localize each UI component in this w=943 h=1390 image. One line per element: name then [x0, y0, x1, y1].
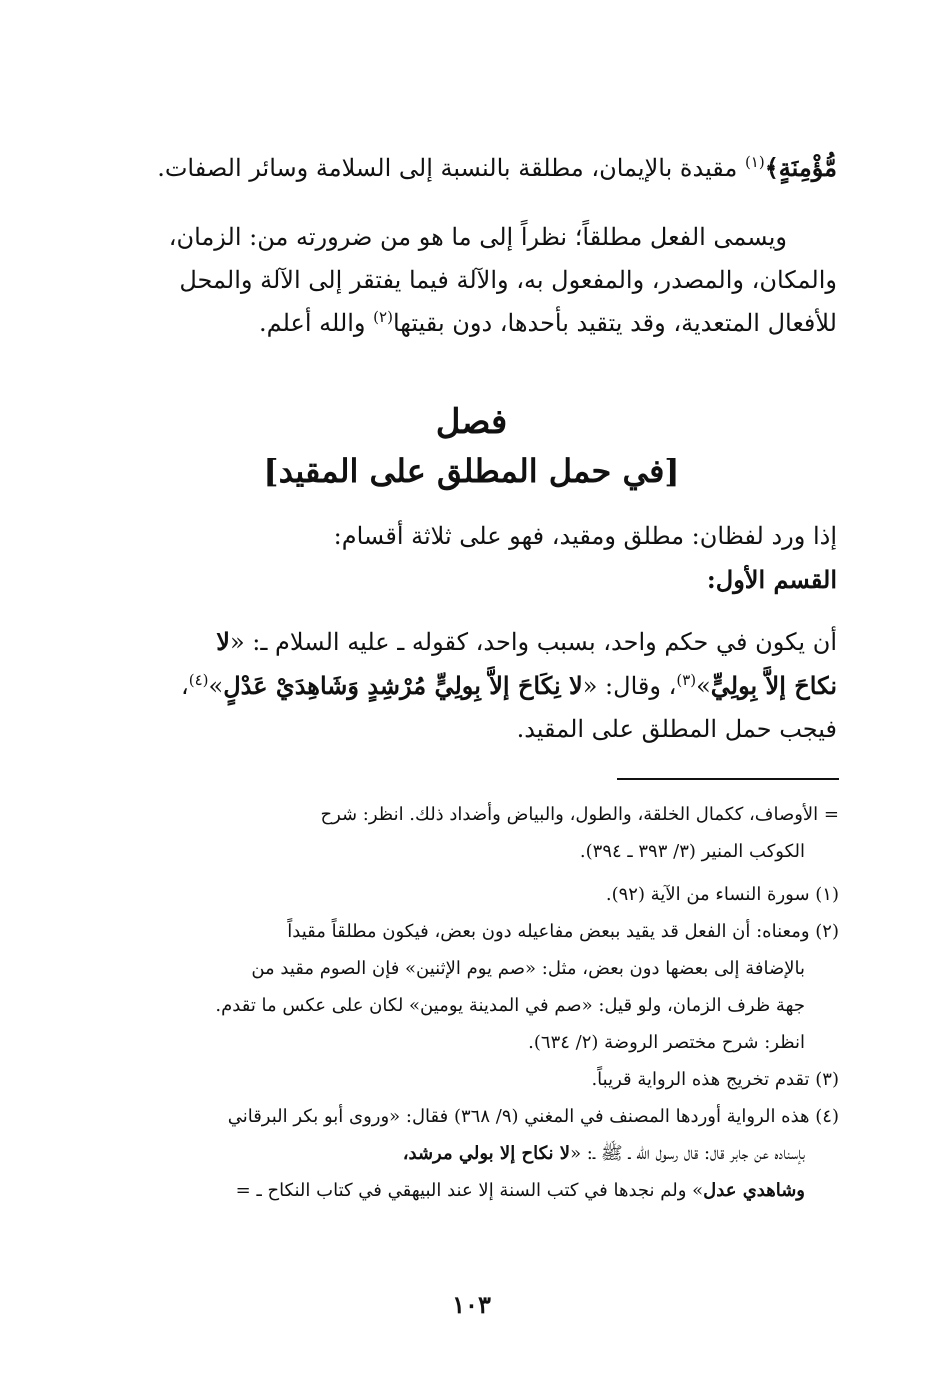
section-subheading: [في حمل المطلق على المقيد]: [263, 452, 680, 490]
footnote-line: الكوكب المنير (٣/ ٣٩٣ ـ ٣٩٤).: [579, 841, 805, 862]
text-run: »: [208, 672, 224, 700]
footnote-2: (٢) ومعناه: أن الفعل قد يقيد ببعض مفاعيله دون بعض، فيكون مطلقاً مقيداً: [287, 921, 839, 942]
text-run: مقيدة بالإيمان، مطلقة بالنسبة إلى السلامة وسائر الصفات.: [157, 154, 745, 182]
footnote-line: [105, 1135, 839, 1172]
text-line: والمكان، والمصدر، والمفعول به، والآلة فيما يفتقر إلى الآلة والمحل: [179, 266, 837, 294]
footnote-3: (٣) تقدم تخريج هذه الرواية قريباً.: [591, 1069, 839, 1090]
text-run: ، وقال: «: [582, 672, 677, 700]
footnote-line: [105, 1172, 839, 1209]
text-line: [107, 146, 837, 190]
text-run: »: [696, 672, 711, 700]
paragraph-continuation: [107, 146, 837, 190]
text-line: [107, 664, 837, 708]
text-run: أن يكون في حكم واحد، بسبب واحد، كقوله ـ عليه السلام ـ: «: [229, 628, 837, 656]
part-title: القسم الأول:: [706, 565, 837, 594]
footnote-divider: [617, 778, 839, 780]
hadith-text: نكاحَ إلاَّ بِولِيٍّ: [710, 671, 837, 700]
quran-word: مُّؤْمِنَةٍ﴾: [764, 153, 837, 182]
footnote-line: = الأوصاف، ككمال الخلقة، والطول، والبياض وأضداد ذلك. انظر: شرح: [320, 804, 839, 825]
footnote-ref: (١): [744, 153, 765, 171]
hadith-text: لا نكاح إلا بولي مرشد،: [402, 1143, 571, 1164]
footnote-ref: (٢): [373, 308, 393, 326]
footnote-ref: (٣): [676, 671, 697, 689]
footnote-ref: (٤): [188, 671, 209, 689]
hadith-text: لا: [216, 627, 230, 656]
text-line: ويسمى الفعل مطلقاً؛ نظراً إلى ما هو من ضرورته من: الزمان،: [168, 223, 787, 251]
text-run: ،: [180, 672, 189, 700]
text-run: للأفعال المتعدية، وقد يتقيد بأحدها، دون بقيتها: [392, 309, 837, 337]
section-intro: [107, 515, 837, 601]
paragraph-part1: [107, 620, 837, 751]
footnote-1: (١) سورة النساء من الآية (٩٢).: [605, 884, 839, 905]
page-number: ١٠٣: [452, 1290, 491, 1319]
text-line: فيجب حمل المطلق على المقيد.: [516, 715, 837, 743]
paragraph-verb: [107, 216, 837, 345]
hadith-text: وشاهدي عدل: [703, 1180, 805, 1201]
footnote-line: انظر: شرح مختصر الروضة (٢/ ٦٣٤).: [528, 1032, 805, 1053]
text-run: » ولم نجدها في كتب السنة إلا عند البيهقي في كتاب النكاح ـ =: [235, 1180, 704, 1201]
footnote-line: بالإضافة إلى بعضها دون بعض، مثل: «صم يوم الإثنين» فإن الصوم مقيد من: [251, 958, 805, 979]
text-line: [107, 302, 837, 345]
text-line: [107, 620, 837, 664]
footnote-line: جهة ظرف الزمان، ولو قيل: «صم في المدينة يومين» لكان على عكس ما تقدم.: [215, 995, 805, 1016]
footnote-4: (٤) هذه الرواية أوردها المصنف في المغني (٩/ ٣٦٨) فقال: «وروى أبو بكر البرقاني: [227, 1106, 839, 1127]
text-line: إذا ورد لفظان: مطلق ومقيد، فهو على ثلاثة أقسام:: [333, 522, 837, 550]
text-run: بإسناده عن جابر قال: قال رسول الله ـ ﷺ ـ: «: [570, 1143, 805, 1164]
hadith-text: لا نِكَاحَ إلاَّ بِولِيٍّ مُرْشِدٍ وَشَاهِدَيْ عَدْلٍ: [223, 671, 583, 700]
section-heading: فصل: [435, 402, 508, 442]
footnotes: [105, 796, 839, 1209]
text-run: والله أعلم.: [258, 309, 374, 337]
